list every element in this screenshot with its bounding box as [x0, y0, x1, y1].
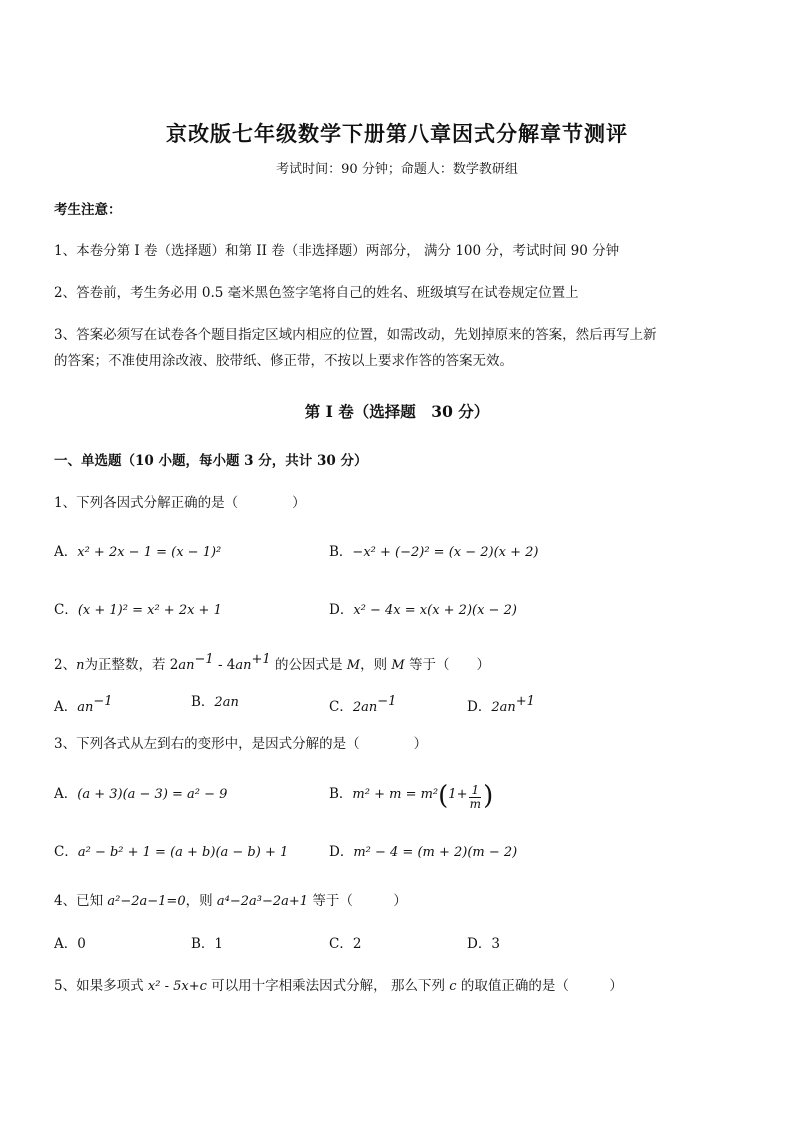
q4-option-c[interactable]	[329, 934, 361, 954]
q3-option-d[interactable]	[329, 842, 517, 863]
q4-expression: a⁴−2a³−2a+1	[216, 894, 309, 909]
q2-text-2: - 4	[213, 657, 236, 673]
right-paren: )	[483, 781, 494, 811]
q4-option-b[interactable]	[191, 934, 223, 954]
q2-prefix: 2、	[54, 657, 77, 673]
q3-option-b[interactable]	[329, 781, 494, 811]
option-formula: 2an	[352, 700, 378, 715]
option-formula: x² + 2x − 1 = (x − 1)²	[77, 545, 222, 560]
q5-polynomial: x² - 5x+c	[147, 979, 207, 994]
option-label: B．	[191, 936, 215, 952]
q2-option-c[interactable]	[329, 692, 396, 718]
option-value: 0	[77, 936, 86, 952]
exam-title: 京改版七年级数学下册第八章因式分解章节测评	[166, 121, 628, 146]
option-formula: 2an	[214, 695, 239, 710]
q1-option-c[interactable]	[54, 600, 222, 621]
q2-var-m-2: M	[391, 658, 405, 673]
notice-heading: 考生注意：	[54, 202, 122, 218]
q5-stem	[54, 976, 623, 997]
exam-subtitle: 考试时间：90 分钟；命题人：数学教研组	[276, 162, 518, 177]
option-label: D．	[329, 844, 354, 860]
q1-option-b[interactable]	[329, 542, 539, 563]
left-paren: (	[438, 781, 449, 811]
option-label: C．	[54, 844, 78, 860]
fraction	[469, 784, 481, 811]
option-value: 2	[352, 936, 362, 952]
q2-term-1: an	[178, 658, 195, 673]
q4-condition: a²−2a−1=0	[107, 894, 186, 909]
option-exponent: −1	[93, 694, 113, 709]
option-label: A．	[54, 699, 78, 715]
section-title: 第 I 卷（选择题 30 分）	[304, 402, 490, 421]
q4-option-a[interactable]	[54, 934, 86, 954]
q3-stem: 3、下列各式从左到右的变形中，是因式分解的是（ ）	[54, 736, 428, 752]
q1-option-d[interactable]	[329, 600, 517, 621]
option-value: 1	[214, 936, 224, 952]
option-formula: 2an	[491, 700, 516, 715]
option-formula: an	[77, 700, 94, 715]
fraction-denominator: m	[469, 797, 481, 811]
fraction-numerator: 1	[471, 783, 480, 797]
option-label: C．	[329, 699, 353, 715]
option-label: C．	[329, 936, 353, 952]
option-formula: a² − b² + 1 = (a + b)(a − b) + 1	[77, 845, 289, 860]
q3-option-c[interactable]	[54, 842, 288, 863]
q4-prefix: 4、已知	[54, 893, 108, 909]
q2-var-m-1: M	[346, 658, 361, 673]
q1-option-a[interactable]	[54, 542, 221, 563]
notice-item-3-line-1: 3、答案必须写在试卷各个题目指定区域内相应的位置，如需改动，先划掉原来的答案，然后再写上新	[54, 327, 657, 343]
notice-item-2: 2、答卷前，考生务必用 0.5 毫米黑色签字笔将自己的姓名、班级填写在试卷规定位置上	[54, 285, 579, 301]
q2-text-4: ，则	[360, 657, 392, 673]
option-label: D．	[329, 602, 354, 618]
notice-item-1: 1、本卷分第 I 卷（选择题）和第 II 卷（非选择题）两部分， 满分 100 分，考试时间 90 分钟	[54, 243, 620, 259]
option-label: A．	[54, 936, 78, 952]
option-formula: m² + m = m²	[352, 787, 439, 802]
q4-option-d[interactable]	[467, 934, 500, 954]
q2-text-3: 的公因式是	[270, 657, 347, 673]
q2-exp-2: +1	[251, 652, 271, 667]
q1-stem: 1、下列各因式分解正确的是（ ）	[54, 495, 306, 511]
option-label: B．	[329, 786, 353, 802]
option-formula: x² − 4x = x(x + 2)(x − 2)	[353, 603, 517, 618]
q5-var-c: c	[449, 979, 457, 994]
q2-exp-1: −1	[194, 652, 214, 667]
q2-var-n: n	[76, 658, 85, 673]
q4-text-mid: ，则	[185, 893, 217, 909]
option-exponent: +1	[515, 694, 535, 709]
option-label: B．	[191, 694, 215, 710]
option-formula: (x + 1)² = x² + 2x + 1	[77, 603, 222, 618]
option-label: A．	[54, 786, 78, 802]
option-formula: −x² + (−2)² = (x − 2)(x + 2)	[352, 545, 539, 560]
q2-text-end: 等于（ ）	[404, 657, 490, 673]
q2-text-1: 为正整数，若 2	[84, 657, 179, 673]
q2-option-b[interactable]	[191, 692, 239, 713]
q2-term-2: an	[235, 658, 252, 673]
option-label: B．	[329, 544, 353, 560]
q5-text-end: 的取值正确的是（ ）	[456, 978, 623, 994]
q2-option-d[interactable]	[467, 692, 535, 718]
option-exponent: −1	[377, 694, 397, 709]
option-label: C．	[54, 602, 78, 618]
q2-stem	[54, 650, 490, 676]
option-formula: (a + 3)(a − 3) = a² − 9	[77, 787, 228, 802]
option-formula-part: 1+	[448, 787, 468, 802]
q5-prefix: 5、如果多项式	[54, 978, 148, 994]
option-label: D．	[467, 936, 492, 952]
q2-option-a[interactable]	[54, 692, 113, 718]
option-label: D．	[467, 699, 492, 715]
q3-option-a[interactable]	[54, 784, 227, 805]
q4-stem	[54, 891, 407, 912]
option-value: 3	[491, 936, 500, 952]
notice-item-3-line-2: 的答案；不准使用涂改液、胶带纸、修正带，不按以上要求作答的答案无效。	[54, 353, 513, 369]
part1-heading: 一、单选题（10 小题，每小题 3 分，共计 30 分）	[54, 453, 368, 469]
q5-text-mid: 可以用十字相乘法因式分解， 那么下列	[206, 978, 450, 994]
option-formula: m² − 4 = (m + 2)(m − 2)	[353, 845, 518, 860]
q4-text-end: 等于（ ）	[308, 893, 407, 909]
option-label: A．	[54, 544, 78, 560]
